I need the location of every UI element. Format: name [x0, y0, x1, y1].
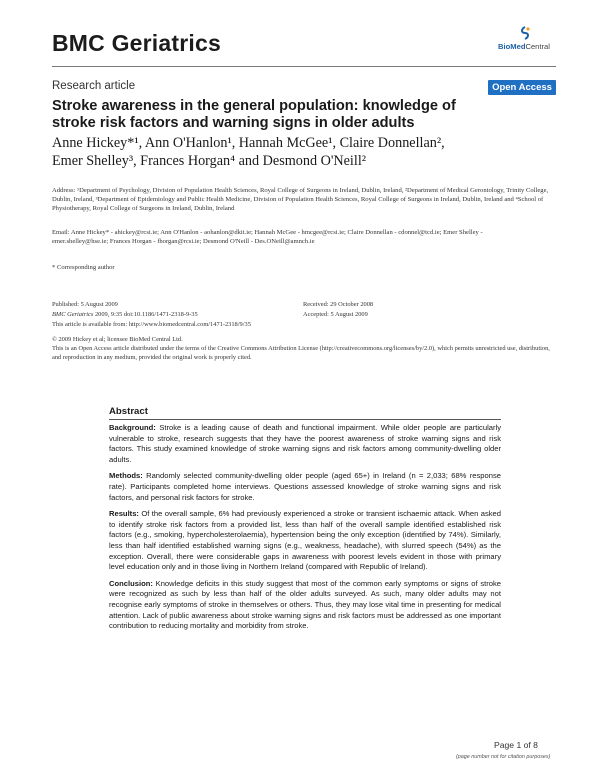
- publication-info: [52, 300, 251, 330]
- abstract-background: [109, 423, 501, 465]
- open-access-badge: Open Access: [488, 80, 556, 95]
- received-date: Received: 29 October 2008: [303, 301, 374, 308]
- logo-bio-text: BioMed: [498, 42, 526, 51]
- citation-journal: BMC Geriatrics: [52, 311, 94, 318]
- author-emails: Email: Anne Hickey* - ahickey@rcsi.ie; Ann O'Hanlon - aohanlon@dkit.ie; Hannah McGee - hmcgee@rcsi.ie; Claire Donnellan - cdonnel@tcd.ie; Emer Shelley - emer.shelley@hse.ie; Frances Horgan - fhorgan@rcsi.ie; Desmond O'Neill - Des.ONeill@amnch.ie: [52, 229, 483, 245]
- section-text: Of the overall sample, 6% had previously experienced a stroke or transient ischaemic attack. When asked to identify stroke risk factors from a provided list, less than half of the overall sample identified established risk factors (e.g., smoking, hypercholesterolaemia), hypertension being the only exception (identified by 74%). Similarly, less than half identified established warning signs (e.g., weakness, headache), with slurred speech (54%) as the exception. Overall, there were considerable gaps in awareness with poorest levels evident in those with primary level education only and in those living in Northern Ireland (compared with Republic of Ireland).: [109, 509, 501, 572]
- section-text: Stroke is a leading cause of death and functional impairment. While older people are particularly vulnerable to stroke, research suggests that they have the poorest awareness of stroke warning signs and risk factors. This study examined knowledge of stroke warning signs and risk factors among community-dwelling older adults.: [109, 423, 501, 464]
- biomed-logo-icon: [518, 26, 532, 40]
- header-rule: [52, 66, 556, 67]
- corresponding-author-note: * Corresponding author: [52, 264, 115, 271]
- abstract-methods: [109, 471, 501, 503]
- abstract-conclusion: [109, 579, 501, 632]
- logo-central-text: Central: [525, 42, 550, 51]
- biomed-central-logo[interactable]: [493, 26, 555, 56]
- published-date: Published: 5 August 2009: [52, 301, 118, 308]
- submission-info: [303, 300, 373, 320]
- accepted-date: Accepted: 5 August 2009: [303, 311, 368, 318]
- citation-details: 2009, 9:35 doi:10.1186/1471-2318-9-35: [93, 311, 198, 318]
- section-label: Conclusion:: [109, 578, 153, 588]
- section-text: Knowledge deficits in this study suggest that most of the common early symptoms or signs of stroke were recognized as such by less than half of the older adults surveyed. As such, many older adults may not recognise early symptoms of stroke in themselves or others. Thus, they may lose vital time in presenting for medical attention. Lack of public awareness about stroke warning signs and risk factors must be addressed as one important contribution to reducing mortality and morbidity from stroke.: [109, 578, 501, 631]
- section-label: Background:: [109, 423, 156, 432]
- authors-line: Anne Hickey*¹, Ann O'Hanlon¹, Hannah McGee¹, Claire Donnellan²,: [52, 135, 445, 151]
- section-label: Results:: [109, 509, 139, 519]
- license-text: This is an Open Access article distributed under the terms of the Creative Commons Attribution License (http://creativecommons.org/licenses/by/2.0), which permits unrestricted use, distribution, and reproduction in any medium, provided the original work is properly cited.: [52, 345, 550, 361]
- authors-line: Emer Shelley³, Frances Horgan⁴ and Desmond O'Neill²: [52, 153, 367, 169]
- copyright-notice: [52, 335, 556, 362]
- article-type: Research article: [52, 80, 136, 92]
- abstract-box: [109, 406, 501, 638]
- section-text: Randomly selected community-dwelling older people (aged 65+) in Ireland (n = 2,033; 68% response rate). Participants completed home interviews. Questions assessed knowledge of stroke warning signs and risk factors, and personal risk factors for stroke.: [109, 471, 501, 502]
- author-list: [52, 134, 522, 170]
- section-label: Methods:: [109, 471, 143, 481]
- article-url[interactable]: This article is available from: http://www.biomedcentral.com/1471-2318/9/35: [52, 321, 251, 328]
- article-title: Stroke awareness in the general population: knowledge of stroke risk factors and warning signs in older adults: [52, 98, 456, 131]
- copyright-line: © 2009 Hickey et al; licensee BioMed Central Ltd.: [52, 336, 183, 343]
- abstract-heading: Abstract: [109, 406, 501, 420]
- page-number-note: (page number not for citation purposes): [456, 754, 551, 760]
- author-address: Address: ¹Department of Psychology, Division of Population Health Sciences, Royal College of Surgeons in Ireland, Dublin, Ireland, ²Department of Medical Gerontology, Trinity College, Dublin, Ireland, ³Department of Epidemiology and Public Health Medicine, Division of Population Health Sciences, Royal College of Surgeons in Ireland, Dublin, Ireland and ⁴School of Physiotherapy, Royal College of Surgeons in Ireland, Dublin, Ireland: [52, 187, 549, 212]
- journal-title: BMC Geriatrics: [52, 30, 221, 56]
- citation: [52, 310, 251, 320]
- page-number: Page 1 of 8: [494, 740, 538, 750]
- abstract-results: [109, 509, 501, 573]
